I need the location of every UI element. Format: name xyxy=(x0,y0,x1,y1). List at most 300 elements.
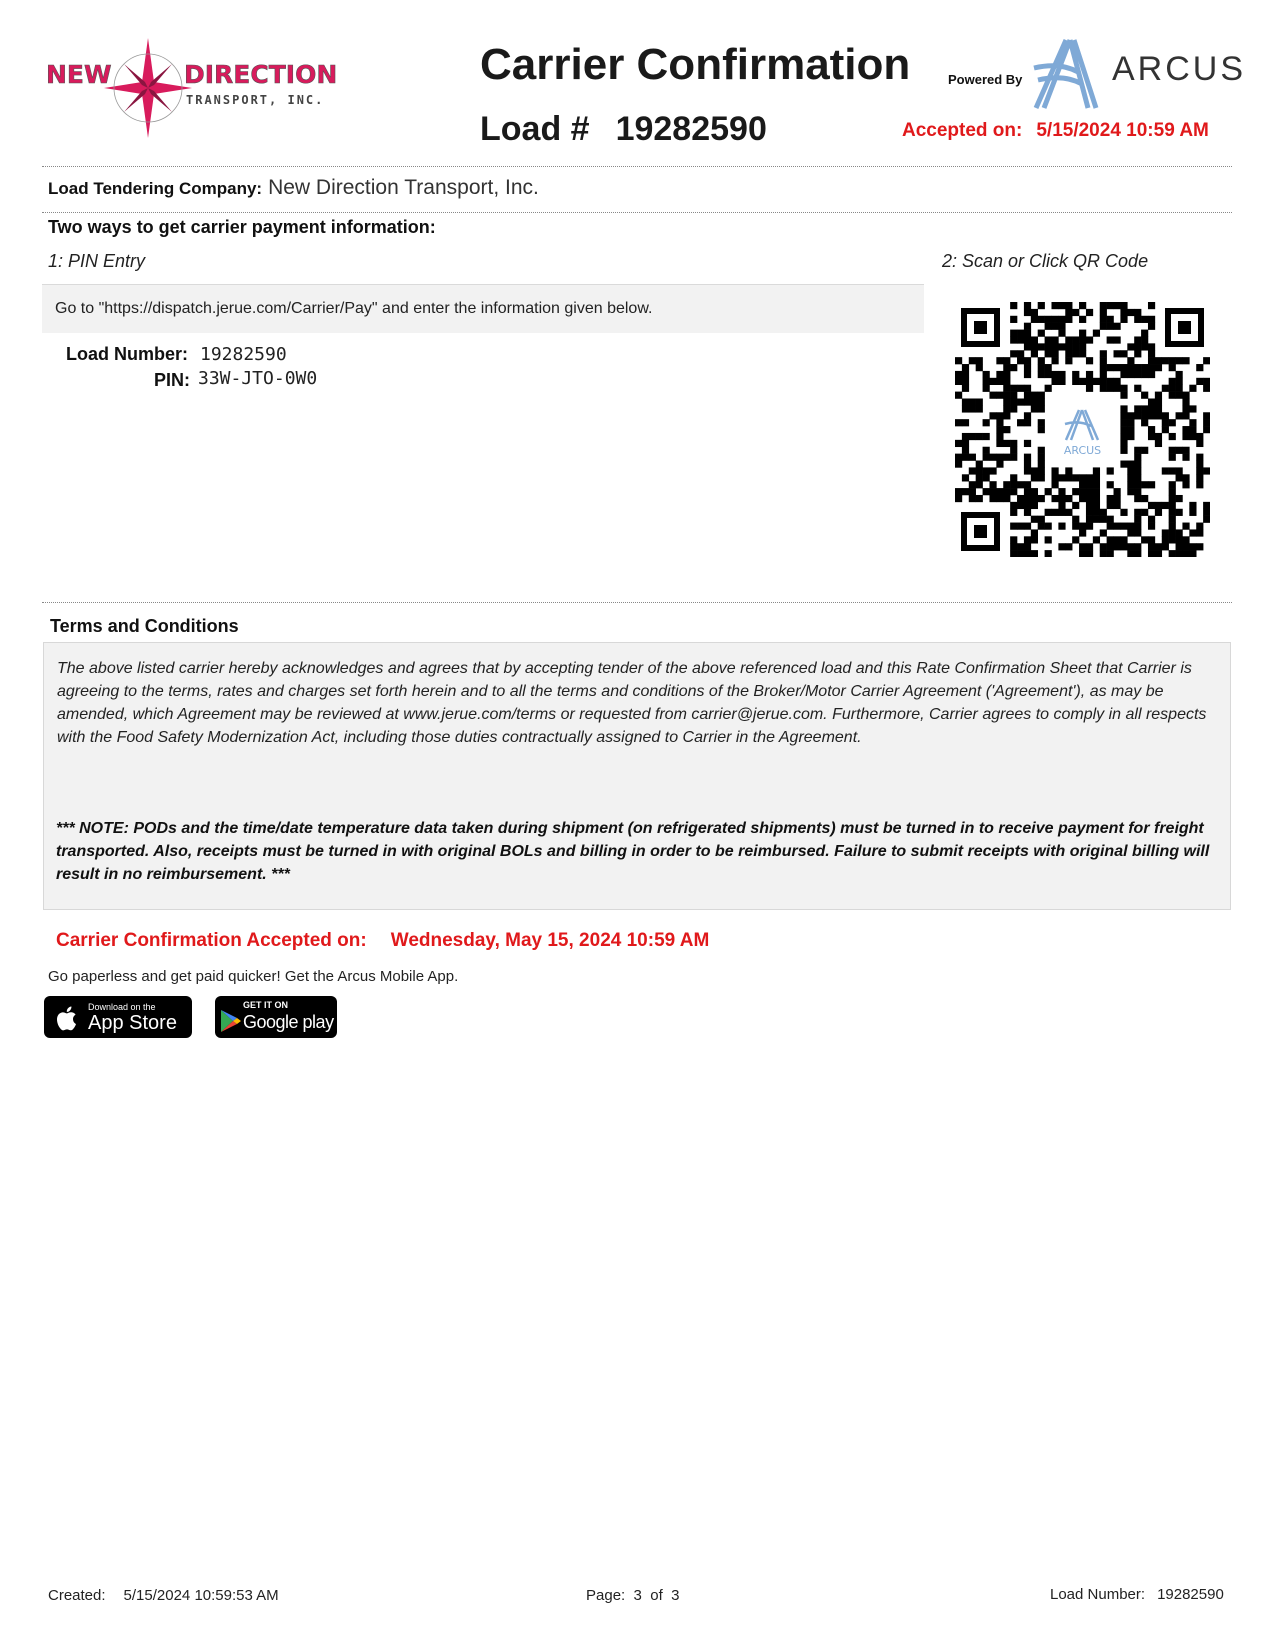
qr-module xyxy=(1148,516,1155,523)
qr-module xyxy=(1134,461,1141,468)
qr-module xyxy=(1024,536,1031,543)
qr-module xyxy=(1169,488,1176,495)
qr-module xyxy=(1010,543,1017,550)
terms-note: *** NOTE: PODs and the time/date temperature data taken during shipment (on refrigerated shipments) must be turned in to receive payment for freight transported. Also, receipts must be turned in with original BOLs and billing in order to be reimbursed. Failure to submit receipts with original billing will result in no reimbursement. *** xyxy=(56,820,1210,883)
qr-module xyxy=(1045,536,1052,543)
qr-module xyxy=(983,371,990,378)
qr-module xyxy=(1045,336,1052,343)
qr-module xyxy=(1134,343,1141,350)
qr-module xyxy=(1203,516,1210,523)
qr-module xyxy=(996,495,1003,502)
qr-module xyxy=(1065,316,1072,323)
qr-module xyxy=(1065,509,1072,516)
qr-module xyxy=(1072,523,1079,530)
qr-module xyxy=(1189,385,1196,392)
qr-module xyxy=(1031,495,1038,502)
qr-module xyxy=(1203,426,1210,433)
qr-module xyxy=(1134,309,1141,316)
qr-module xyxy=(1079,378,1086,385)
qr-module xyxy=(1024,543,1031,550)
qr-module xyxy=(1079,481,1086,488)
qr-module xyxy=(1051,336,1058,343)
qr-module xyxy=(996,488,1003,495)
qr-module xyxy=(962,433,969,440)
qr-module xyxy=(976,398,983,405)
qr-module xyxy=(1120,392,1127,399)
qr-module xyxy=(1141,447,1148,454)
qr-module xyxy=(1120,302,1127,309)
qr-module xyxy=(1127,467,1134,474)
qr-module xyxy=(955,440,962,447)
qr-module xyxy=(1176,392,1183,399)
qr-module xyxy=(1086,309,1093,316)
qr-module xyxy=(1100,302,1107,309)
qr-module xyxy=(1155,433,1162,440)
qr-module xyxy=(1100,350,1107,357)
qr-module xyxy=(1114,323,1121,330)
qr-module xyxy=(1155,364,1162,371)
qr-module xyxy=(1127,481,1134,488)
qr-module xyxy=(1169,467,1176,474)
qr-module xyxy=(1107,516,1114,523)
qr-module xyxy=(1086,502,1093,509)
qr-module xyxy=(1010,474,1017,481)
qr-module xyxy=(1038,467,1045,474)
qr-module xyxy=(1058,502,1065,509)
qr-module xyxy=(1072,536,1079,543)
qr-module xyxy=(1086,371,1093,378)
qr-module xyxy=(1031,405,1038,412)
apple-icon xyxy=(56,1004,80,1032)
qr-module xyxy=(1148,343,1155,350)
qr-module xyxy=(996,412,1003,419)
qr-module xyxy=(1038,316,1045,323)
qr-module xyxy=(1058,302,1065,309)
qr-module xyxy=(1100,323,1107,330)
qr-module xyxy=(1196,474,1203,481)
qr-module xyxy=(1079,523,1086,530)
qr-module xyxy=(1031,398,1038,405)
qr-module xyxy=(1010,336,1017,343)
company-logo xyxy=(44,36,364,146)
qr-module xyxy=(962,419,969,426)
qr-module xyxy=(1182,426,1189,433)
qr-module xyxy=(1031,502,1038,509)
qr-module xyxy=(1003,398,1010,405)
qr-module xyxy=(1051,467,1058,474)
qr-module xyxy=(1134,516,1141,523)
qr-module xyxy=(1058,330,1065,337)
qr-module xyxy=(1038,343,1045,350)
qr-module xyxy=(1196,454,1203,461)
qr-module xyxy=(1141,392,1148,399)
qr-module xyxy=(1010,350,1017,357)
logo-word-new: NEW xyxy=(46,60,112,89)
qr-module xyxy=(1182,357,1189,364)
qr-module xyxy=(1196,543,1203,550)
qr-module xyxy=(1107,481,1114,488)
qr-module xyxy=(1010,447,1017,454)
qr-module xyxy=(1182,454,1189,461)
qr-module xyxy=(1120,440,1127,447)
qr-module xyxy=(1058,378,1065,385)
qr-module xyxy=(1079,488,1086,495)
qr-module xyxy=(989,495,996,502)
qr-module xyxy=(1169,536,1176,543)
qr-module xyxy=(996,378,1003,385)
qr-module xyxy=(1141,412,1148,419)
qr-module xyxy=(955,461,962,468)
footer-page-number xyxy=(586,1587,679,1604)
qr-module xyxy=(1176,495,1183,502)
qr-module xyxy=(1024,343,1031,350)
qr-module xyxy=(1072,350,1079,357)
qr-module xyxy=(1182,392,1189,399)
qr-module xyxy=(1038,516,1045,523)
qr-module xyxy=(1148,323,1155,330)
qr-module xyxy=(1031,392,1038,399)
qr-module xyxy=(1024,419,1031,426)
qr-module xyxy=(1141,481,1148,488)
qr-module xyxy=(1107,523,1114,530)
qr-module xyxy=(1114,302,1121,309)
qr-module xyxy=(1024,495,1031,502)
qr-module xyxy=(1086,336,1093,343)
qr-module xyxy=(1072,488,1079,495)
qr-module xyxy=(1141,371,1148,378)
qr-module xyxy=(1093,330,1100,337)
qr-module xyxy=(1045,371,1052,378)
qr-module xyxy=(1148,433,1155,440)
qr-module xyxy=(1182,398,1189,405)
qr-module xyxy=(1127,357,1134,364)
qr-module xyxy=(969,454,976,461)
payment-qr-code[interactable] xyxy=(955,302,1210,557)
qr-module xyxy=(1114,378,1121,385)
qr-module xyxy=(1127,474,1134,481)
qr-module xyxy=(1010,488,1017,495)
qr-module xyxy=(1134,316,1141,323)
qr-module xyxy=(962,440,969,447)
qr-module xyxy=(1100,316,1107,323)
qr-module xyxy=(1051,509,1058,516)
confirmation-label: Carrier Confirmation Accepted on: xyxy=(56,930,367,951)
qr-module xyxy=(1010,523,1017,530)
qr-module xyxy=(1065,357,1072,364)
arcus-logo-icon xyxy=(1030,36,1110,112)
instruction-box xyxy=(42,284,924,333)
qr-module xyxy=(1058,316,1065,323)
qr-module xyxy=(1120,433,1127,440)
qr-module xyxy=(1045,343,1052,350)
qr-module xyxy=(1114,536,1121,543)
qr-module xyxy=(962,385,969,392)
qr-module xyxy=(1169,433,1176,440)
qr-module xyxy=(1072,474,1079,481)
qr-module xyxy=(1114,523,1121,530)
qr-module xyxy=(1093,474,1100,481)
pin-entry-heading: 1: PIN Entry xyxy=(48,251,146,271)
qr-module xyxy=(1017,419,1024,426)
qr-module xyxy=(1127,412,1134,419)
qr-module xyxy=(989,467,996,474)
qr-module xyxy=(1120,412,1127,419)
qr-module xyxy=(1120,350,1127,357)
qr-module xyxy=(962,378,969,385)
qr-module xyxy=(1100,309,1107,316)
qr-module xyxy=(1127,543,1134,550)
qr-module xyxy=(1127,488,1134,495)
qr-module xyxy=(1017,523,1024,530)
qr-module xyxy=(1086,543,1093,550)
qr-module xyxy=(1079,330,1086,337)
qr-module xyxy=(1189,405,1196,412)
qr-module xyxy=(1203,378,1210,385)
qr-module xyxy=(1176,550,1183,557)
qr-module xyxy=(1107,385,1114,392)
qr-module xyxy=(1176,543,1183,550)
qr-module xyxy=(1079,543,1086,550)
qr-module xyxy=(1176,536,1183,543)
qr-module xyxy=(1017,495,1024,502)
qr-module xyxy=(1120,309,1127,316)
qr-module xyxy=(1072,378,1079,385)
qr-module xyxy=(1003,378,1010,385)
qr-module xyxy=(1072,343,1079,350)
qr-module xyxy=(1169,378,1176,385)
qr-module xyxy=(1065,336,1072,343)
powered-by-label: Powered By xyxy=(948,72,1023,87)
qr-module xyxy=(1141,405,1148,412)
qr-module xyxy=(989,488,996,495)
qr-module xyxy=(1003,405,1010,412)
qr-module xyxy=(969,433,976,440)
qr-module xyxy=(1010,509,1017,516)
qr-module xyxy=(1010,440,1017,447)
tendering-company xyxy=(48,176,539,200)
qr-module xyxy=(1134,474,1141,481)
qr-module xyxy=(1155,440,1162,447)
qr-module xyxy=(1134,385,1141,392)
qr-module xyxy=(1134,495,1141,502)
qr-module xyxy=(1134,550,1141,557)
qr-module xyxy=(1045,488,1052,495)
qr-module xyxy=(1058,543,1065,550)
qr-module xyxy=(1003,364,1010,371)
qr-module xyxy=(1114,502,1121,509)
qr-module xyxy=(1162,467,1169,474)
qr-module xyxy=(1134,364,1141,371)
qr-module xyxy=(1203,467,1210,474)
qr-module xyxy=(1051,495,1058,502)
qr-module xyxy=(1169,502,1176,509)
qr-module xyxy=(983,488,990,495)
qr-module xyxy=(996,371,1003,378)
qr-module xyxy=(1038,447,1045,454)
load-number: 19282590 xyxy=(615,110,767,148)
qr-module xyxy=(1189,509,1196,516)
qr-module xyxy=(1107,550,1114,557)
qr-module xyxy=(1031,516,1038,523)
qr-module xyxy=(1182,474,1189,481)
app-store-button[interactable] xyxy=(44,996,192,1038)
google-play-icon xyxy=(221,1010,241,1032)
qr-module xyxy=(1031,529,1038,536)
qr-module xyxy=(962,405,969,412)
qr-module xyxy=(1010,550,1017,557)
qr-module xyxy=(1065,309,1072,316)
terms-heading: Terms and Conditions xyxy=(50,616,239,636)
qr-module xyxy=(1086,378,1093,385)
qr-module xyxy=(1141,509,1148,516)
qr-module xyxy=(1010,536,1017,543)
qr-module xyxy=(1024,454,1031,461)
qr-module xyxy=(962,398,969,405)
qr-module xyxy=(1051,350,1058,357)
qr-module xyxy=(1162,502,1169,509)
accepted-label: Accepted on: xyxy=(902,120,1023,141)
qr-module xyxy=(976,405,983,412)
qr-module xyxy=(1079,529,1086,536)
qr-module xyxy=(1045,364,1052,371)
qr-module xyxy=(996,392,1003,399)
qr-module xyxy=(1169,419,1176,426)
qr-module xyxy=(1169,516,1176,523)
tendering-value: New Direction Transport, Inc. xyxy=(268,176,539,199)
qr-module xyxy=(1079,336,1086,343)
qr-module xyxy=(1010,385,1017,392)
qr-module xyxy=(1086,550,1093,557)
qr-module xyxy=(1079,302,1086,309)
qr-module xyxy=(976,467,983,474)
qr-module xyxy=(1065,543,1072,550)
page-label: Page: xyxy=(586,1587,626,1604)
qr-module xyxy=(1127,364,1134,371)
qr-module xyxy=(1038,426,1045,433)
qr-module xyxy=(1024,488,1031,495)
qr-module xyxy=(1017,357,1024,364)
qr-module xyxy=(1079,495,1086,502)
qr-module xyxy=(996,426,1003,433)
page-current: 3 xyxy=(633,1587,642,1604)
qr-module xyxy=(1120,509,1127,516)
qr-module xyxy=(1176,378,1183,385)
qr-module xyxy=(1134,523,1141,530)
qr-module xyxy=(1134,488,1141,495)
qr-module xyxy=(1038,371,1045,378)
qr-module xyxy=(1045,509,1052,516)
instruction-text: Go to "https://dispatch.jerue.com/Carrier/Pay" and enter the information given below. xyxy=(55,300,653,317)
qr-module xyxy=(983,378,990,385)
qr-module xyxy=(1148,536,1155,543)
qr-module xyxy=(1058,495,1065,502)
qr-module xyxy=(1169,495,1176,502)
qr-module xyxy=(1003,426,1010,433)
qr-module xyxy=(1155,543,1162,550)
qr-module xyxy=(1107,323,1114,330)
qr-module xyxy=(1176,357,1183,364)
qr-module xyxy=(1045,350,1052,357)
qr-module xyxy=(1148,523,1155,530)
qr-module xyxy=(1169,523,1176,530)
qr-module xyxy=(1107,336,1114,343)
qr-module xyxy=(1093,467,1100,474)
qr-module xyxy=(1120,536,1127,543)
qr-module xyxy=(955,392,962,399)
qr-module xyxy=(983,419,990,426)
qr-module xyxy=(1065,302,1072,309)
qr-module xyxy=(1134,447,1141,454)
qr-module xyxy=(1051,302,1058,309)
qr-module xyxy=(1148,302,1155,309)
qr-module xyxy=(1162,419,1169,426)
qr-module xyxy=(1010,481,1017,488)
load-number-value: 19282590 xyxy=(200,344,287,365)
footer-load-label: Load Number: xyxy=(1050,1586,1146,1603)
qr-module xyxy=(1169,509,1176,516)
divider xyxy=(42,212,1232,213)
qr-module xyxy=(1031,309,1038,316)
qr-module xyxy=(1086,357,1093,364)
qr-module xyxy=(1017,481,1024,488)
qr-module xyxy=(1107,364,1114,371)
qr-module xyxy=(1182,536,1189,543)
qr-module xyxy=(1155,357,1162,364)
qr-module xyxy=(955,378,962,385)
qr-module xyxy=(1176,467,1183,474)
qr-module xyxy=(1189,529,1196,536)
qr-module xyxy=(1024,364,1031,371)
qr-module xyxy=(1134,529,1141,536)
qr-module xyxy=(1024,550,1031,557)
qr-module xyxy=(962,364,969,371)
qr-module xyxy=(1127,433,1134,440)
qr-center-label: ARCUS xyxy=(1063,444,1102,457)
qr-module xyxy=(1093,481,1100,488)
qr-module xyxy=(1003,385,1010,392)
qr-module xyxy=(1148,412,1155,419)
qr-module xyxy=(1086,516,1093,523)
qr-module xyxy=(1114,495,1121,502)
qr-module xyxy=(969,488,976,495)
qr-module xyxy=(1148,481,1155,488)
qr-module xyxy=(1141,343,1148,350)
qr-module xyxy=(1114,488,1121,495)
load-heading xyxy=(480,110,767,149)
qr-module xyxy=(1051,474,1058,481)
qr-module xyxy=(1017,543,1024,550)
qr-module xyxy=(1120,426,1127,433)
qr-module xyxy=(1010,330,1017,337)
app-store-big-text: App Store xyxy=(88,1012,177,1034)
qr-module xyxy=(1100,364,1107,371)
qr-module xyxy=(1196,481,1203,488)
qr-module xyxy=(1196,364,1203,371)
google-play-small-text: GET IT ON xyxy=(243,1000,288,1010)
pin-label: PIN: xyxy=(154,370,190,390)
google-play-button[interactable] xyxy=(215,996,337,1038)
qr-module xyxy=(989,378,996,385)
qr-module xyxy=(1141,419,1148,426)
qr-module xyxy=(955,419,962,426)
qr-module xyxy=(1051,371,1058,378)
qr-module xyxy=(1169,392,1176,399)
qr-module xyxy=(1120,543,1127,550)
qr-module xyxy=(1176,529,1183,536)
load-label: Load # xyxy=(480,110,590,148)
terms-box xyxy=(43,642,1231,910)
qr-module xyxy=(996,419,1003,426)
